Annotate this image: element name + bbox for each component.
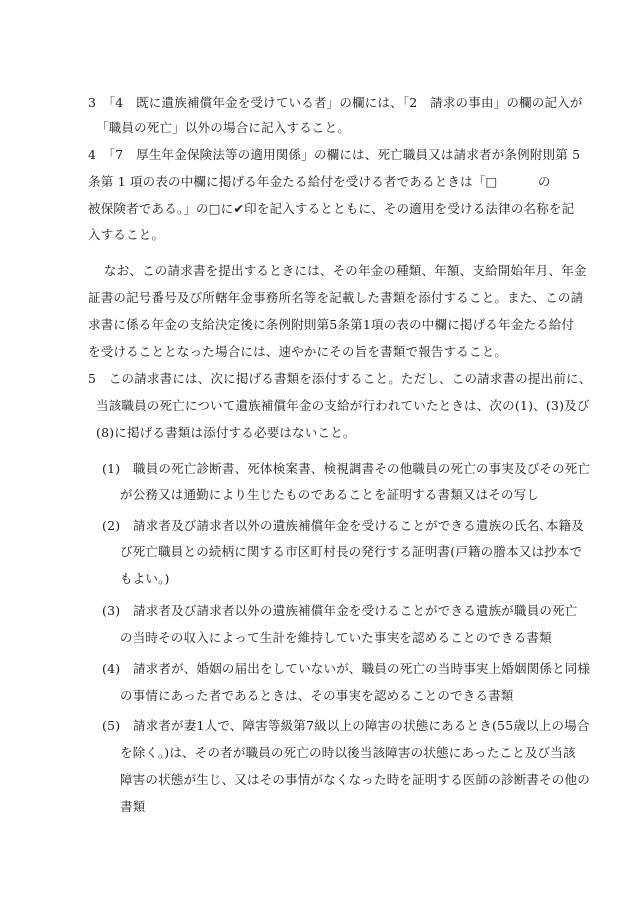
text-line: を受けることとなった場合には、速やかにその旨を書類で報告すること。 <box>88 344 508 359</box>
text-line: 障害の状態が生じ、又はその事情がなくなった時を証明する医師の診断書その他の <box>120 772 590 787</box>
text-line: なお、この請求書を提出するときには、その年金の種類、年額、支給開始年月、年金 <box>104 263 587 278</box>
text-line: 条第 1 項の表の中欄に掲げる年金たる給付を受ける者であるときは「□ <box>88 174 498 189</box>
text-line: もよい。) <box>120 571 170 586</box>
text-line: (8)に掲げる書類は添付する必要はないこと。 <box>96 425 356 440</box>
text-line: 4 「7 厚生年金保険法等の適用関係」の欄には、死亡職員又は請求者が条例附則第 5 <box>88 147 581 162</box>
list-item: (4) 請求者が、婚姻の届出をしていないが、職員の死亡の当時事実上婚姻関係と同様 <box>102 661 591 676</box>
text-line: び死亡職員との続柄に関する市区町村長の発行する証明書(戸籍の謄本又は抄本で <box>120 544 583 559</box>
list-item: (3) 請求者及び請求者以外の遺族補償年金を受けることができる遺族が職員の死亡 <box>102 603 578 618</box>
text-line: 被保険者である。」の□に✔印を記入するとともに、その適用を受ける法律の名称を記 <box>88 201 575 216</box>
text-line: を除く。)は、その者が職員の死亡の時以後当該障害の状態にあったこと及び当該 <box>120 745 576 760</box>
text-line: 書類 <box>120 799 146 814</box>
text-line: 「職員の死亡」以外の場合に記入すること。 <box>96 120 351 135</box>
text-line: 5 この請求書には、次に掲げる書類を添付すること。ただし、この請求書の提出前に、 <box>88 371 592 386</box>
text-line: 証書の記号番号及び所轄年金事務所名等を記載した書類を添付すること。また、この請 <box>88 290 584 305</box>
list-item: (1) 職員の死亡診断書、死体検案書、検視調書その他職員の死亡の事実及びその死亡 <box>102 461 591 476</box>
text-line: 3 「4 既に遺族補償年金を受けている者」の欄には、「2 請求の事由」の欄の記入が <box>88 95 583 110</box>
text-line: が公務又は通勤により生じたものであることを証明する書類又はその写し <box>120 487 540 502</box>
text-line: 当該職員の死亡について遺族補償年金の支給が行われていたときは、次の(1)、(3)及び <box>96 398 590 413</box>
list-item: (2) 請求者及び請求者以外の遺族補償年金を受けることができる遺族の氏名､本籍及 <box>102 518 584 533</box>
text-line: の事情にあった者であるときは、その事実を認めることのできる書類 <box>120 688 514 703</box>
text-line: の当時その収入によって生計を維持していた事実を認めることのできる書類 <box>120 630 552 645</box>
list-item: (5) 請求者が妻1人で、障害等級第7級以上の障害の状態にあるとき(55歳以上の場合 <box>102 718 590 733</box>
text-line: の <box>538 174 551 189</box>
text-line: 入すること。 <box>88 227 165 242</box>
text-line: 求書に係る年金の支給決定後に条例附則第5条第1項の表の中欄に掲げる年金たる給付 <box>88 317 575 332</box>
